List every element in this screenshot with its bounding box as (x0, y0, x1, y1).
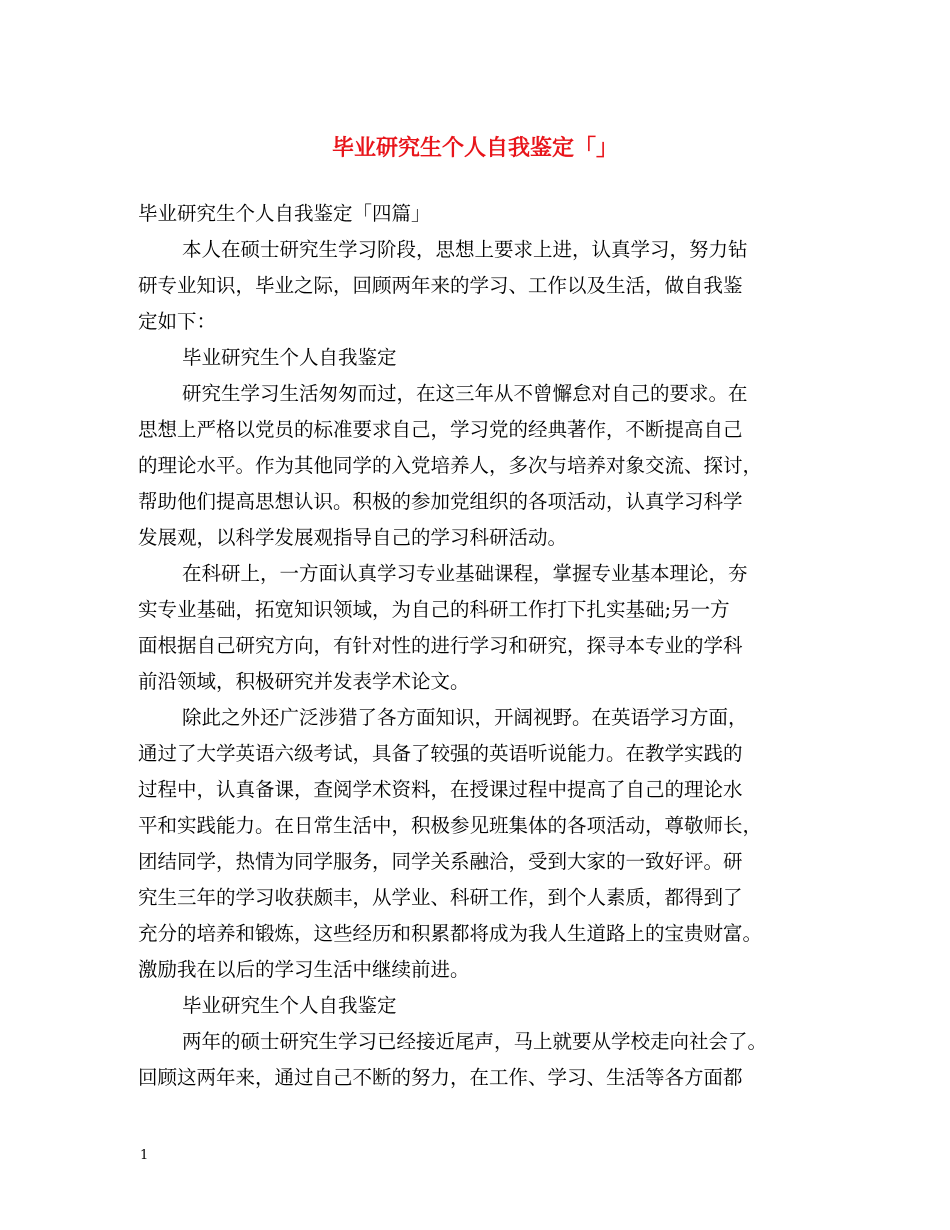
paragraph-line: 究生三年的学习收获颇丰，从学业、科研工作，到个人素质，都得到了 (138, 886, 743, 909)
paragraph-line: 发展观，以科学发展观指导自己的学习科研活动。 (138, 526, 568, 549)
document-title: 毕业研究生个人自我鉴定「」 (331, 135, 618, 161)
document-body (138, 196, 838, 1096)
paragraph-line: 激励我在以后的学习生活中继续前进。 (138, 958, 470, 981)
paragraph-line: 平和实践能力。在日常生活中，积极参见班集体的各项活动，尊敬师长， (138, 814, 763, 837)
paragraph-line: 团结同学，热情为同学服务，同学关系融洽，受到大家的一致好评。研 (138, 850, 743, 873)
paragraph-list (138, 232, 838, 1096)
paragraph-line: 前沿领域，积极研究并发表学术论文。 (138, 670, 470, 693)
paragraph-line: 研专业知识，毕业之际，回顾两年来的学习、工作以及生活，做自我鉴 (138, 274, 743, 297)
document-subtitle: 毕业研究生个人自我鉴定「四篇」 (138, 202, 431, 225)
page-number: 1 (140, 1148, 149, 1163)
paragraph-line: 思想上严格以党员的标准要求自己，学习党的经典著作，不断提高自己 (138, 418, 743, 441)
paragraph-line: 毕业研究生个人自我鉴定 (182, 994, 397, 1017)
paragraph-line: 毕业研究生个人自我鉴定 (182, 346, 397, 369)
paragraph-line: 研究生学习生活匆匆而过，在这三年从不曾懈怠对自己的要求。在 (182, 382, 748, 405)
paragraph-line: 充分的培养和锻炼，这些经历和积累都将成为我人生道路上的宝贵财富。 (138, 922, 763, 945)
paragraph-line: 在科研上，一方面认真学习专业基础课程，掌握专业基本理论，夯 (182, 562, 748, 585)
paragraph-line: 除此之外还广泛涉猎了各方面知识，开阔视野。在英语学习方面， (182, 706, 748, 729)
paragraph-line: 实专业基础，拓宽知识领域，为自己的科研工作打下扎实基础;另一方 (138, 598, 730, 621)
paragraph-line: 本人在硕士研究生学习阶段，思想上要求上进，认真学习，努力钻 (182, 238, 748, 261)
paragraph-line: 回顾这两年来，通过自己不断的努力，在工作、学习、生活等各方面都 (138, 1066, 743, 1089)
paragraph-line: 定如下： (138, 310, 217, 333)
paragraph-line: 面根据自己研究方向，有针对性的进行学习和研究，探寻本专业的学科 (138, 634, 743, 657)
paragraph-line: 帮助他们提高思想认识。积极的参加党组织的各项活动，认真学习科学 (138, 490, 743, 513)
paragraph-line: 两年的硕士研究生学习已经接近尾声，马上就要从学校走向社会了。 (182, 1030, 768, 1053)
paragraph-line: 过程中，认真备课，查阅学术资料，在授课过程中提高了自己的理论水 (138, 778, 743, 801)
paragraph-line: 通过了大学英语六级考试，具备了较强的英语听说能力。在教学实践的 (138, 742, 743, 765)
paragraph-line: 的理论水平。作为其他同学的入党培养人，多次与培养对象交流、探讨， (138, 454, 763, 477)
